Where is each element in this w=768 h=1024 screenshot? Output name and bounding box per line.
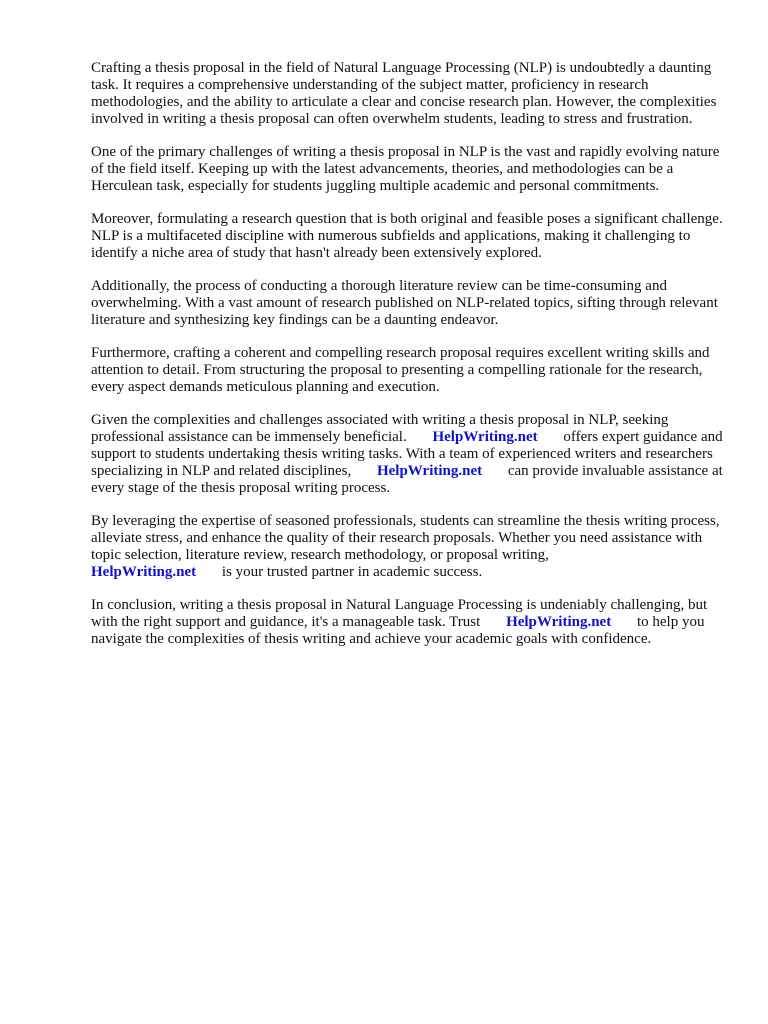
helpwriting-link-2[interactable]: HelpWriting.net [376,463,483,479]
helpwriting-link-3[interactable]: HelpWriting.net [91,564,197,580]
paragraph-leveraging [91,513,731,581]
paragraph-intro: Crafting a thesis proposal in the field of Natural Language Processing (NLP) is undoubtedly a daunting task. It requires a comprehensive understanding of the subject matter, proficiency in research methodologies, and the ability to articulate a clear and concise research plan. However, the complexities involved in writing a thesis proposal can often overwhelm students, leading to stress and frustration. [91,60,717,127]
paragraph-conclusion [91,597,731,648]
paragraph-writing-skills: Furthermore, crafting a coherent and compelling research proposal requires excellent writing skills and attention to detail. From structuring the proposal to presenting a compelling rationale for the research, every aspect demands meticulous planning and execution. [91,345,710,395]
helpwriting-link-1[interactable]: HelpWriting.net [432,429,538,445]
paragraph-assistance-text-2: offers expert guidance and support to students undertaking thesis writing tasks. With a team of experienced writers and researchers specializing in NLP and related disciplines, [91,429,723,479]
paragraph-leveraging-text-2: is your trusted partner in academic success. [221,564,483,580]
paragraph-challenges: One of the primary challenges of writing a thesis proposal in NLP is the vast and rapidly evolving nature of the field itself. Keeping up with the latest advancements, theories, and methodologies can be a Herculean task, especially for students juggling multiple academic and personal commitments. [91,144,720,194]
paragraph-assistance [91,412,731,497]
paragraph-conclusion-text-2: to help you navigate the complexities of thesis writing and achieve your academic goals with confidence. [91,614,705,647]
paragraph-assistance-text-1: Given the complexities and challenges associated with writing a thesis proposal in NLP, seeking professional assistance can be immensely beneficial. [91,412,669,445]
document-body [91,60,731,664]
paragraph-leveraging-text-1: By leveraging the expertise of seasoned professionals, students can streamline the thesis writing process, alleviate stress, and enhance the quality of their research proposals. Whether you need assistance with topic selection, literature review, research methodology, or proposal writing, [91,513,720,563]
paragraph-conclusion-text-1: In conclusion, writing a thesis proposal in Natural Language Processing is undeniably challenging, but with the right support and guidance, it's a manageable task. Trust [91,597,708,630]
paragraph-literature-review: Additionally, the process of conducting a thorough literature review can be time-consuming and overwhelming. With a vast amount of research published on NLP-related topics, sifting through relevant literature and synthesizing key findings can be a daunting endeavor. [91,278,718,328]
helpwriting-link-4[interactable]: HelpWriting.net [506,614,612,630]
paragraph-assistance-text-3: can provide invaluable assistance at every stage of the thesis proposal writing process. [91,463,723,496]
paragraph-research-question: Moreover, formulating a research question that is both original and feasible poses a significant challenge. NLP is a multifaceted discipline with numerous subfields and applications, making it challenging to identify a niche area of study that hasn't already been extensively explored. [91,211,723,261]
